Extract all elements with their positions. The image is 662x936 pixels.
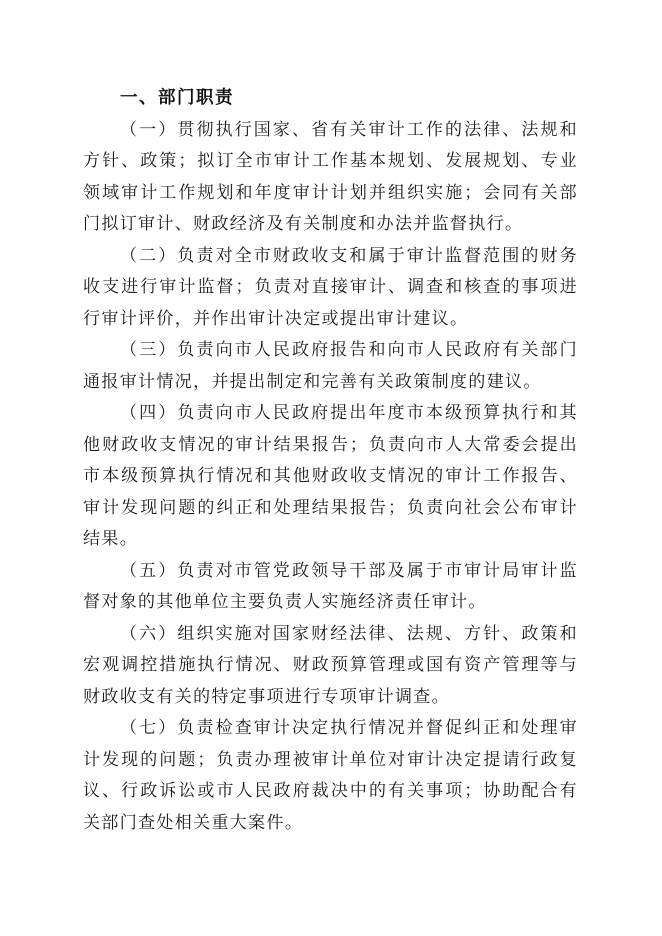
- paragraph-duty-1: （一）贯彻执行国家、省有关审计工作的法律、法规和方针、政策；拟订全市审计工作基本规划、发展规划、专业领域审计工作规划和年度审计计划并组织实施；会同有关部门拟订审计、财政经济及有关制度和办法并监督执行。: [83, 119, 578, 233]
- paragraph-duty-5: （五）负责对市管党政领导干部及属于市审计局审计监督对象的其他单位主要负责人实施经济责任审计。: [83, 560, 578, 611]
- paragraph-duty-7: （七）负责检查审计决定执行情况并督促纠正和处理审计发现的问题；负责办理被审计单位对审计决定提请行政复议、行政诉讼或市人民政府裁决中的有关事项；协助配合有关部门查处相关重大案件。: [83, 718, 578, 832]
- section-heading: 一、部门职责: [120, 87, 234, 107]
- paragraph-duty-3: （三）负责向市人民政府报告和向市人民政府有关部门通报审计情况，并提出制定和完善有关政策制度的建议。: [83, 340, 578, 391]
- paragraph-duty-6: （六）组织实施对国家财经法律、法规、方针、政策和宏观调控措施执行情况、财政预算管理或国有资产管理等与财政收支有关的特定事项进行专项审计调查。: [83, 623, 578, 706]
- paragraph-duty-4: （四）负责向市人民政府提出年度市本级预算执行和其他财政收支情况的审计结果报告；负责向市人大常委会提出市本级预算执行情况和其他财政收支情况的审计工作报告、审计发现问题的纠正和处理结果报告；负责向社会公布审计结果。: [83, 403, 578, 548]
- paragraph-duty-2: （二）负责对全市财政收支和属于审计监督范围的财务收支进行审计监督；负责对直接审计、调查和核查的事项进行审计评价，并作出审计决定或提出审计建议。: [83, 245, 578, 328]
